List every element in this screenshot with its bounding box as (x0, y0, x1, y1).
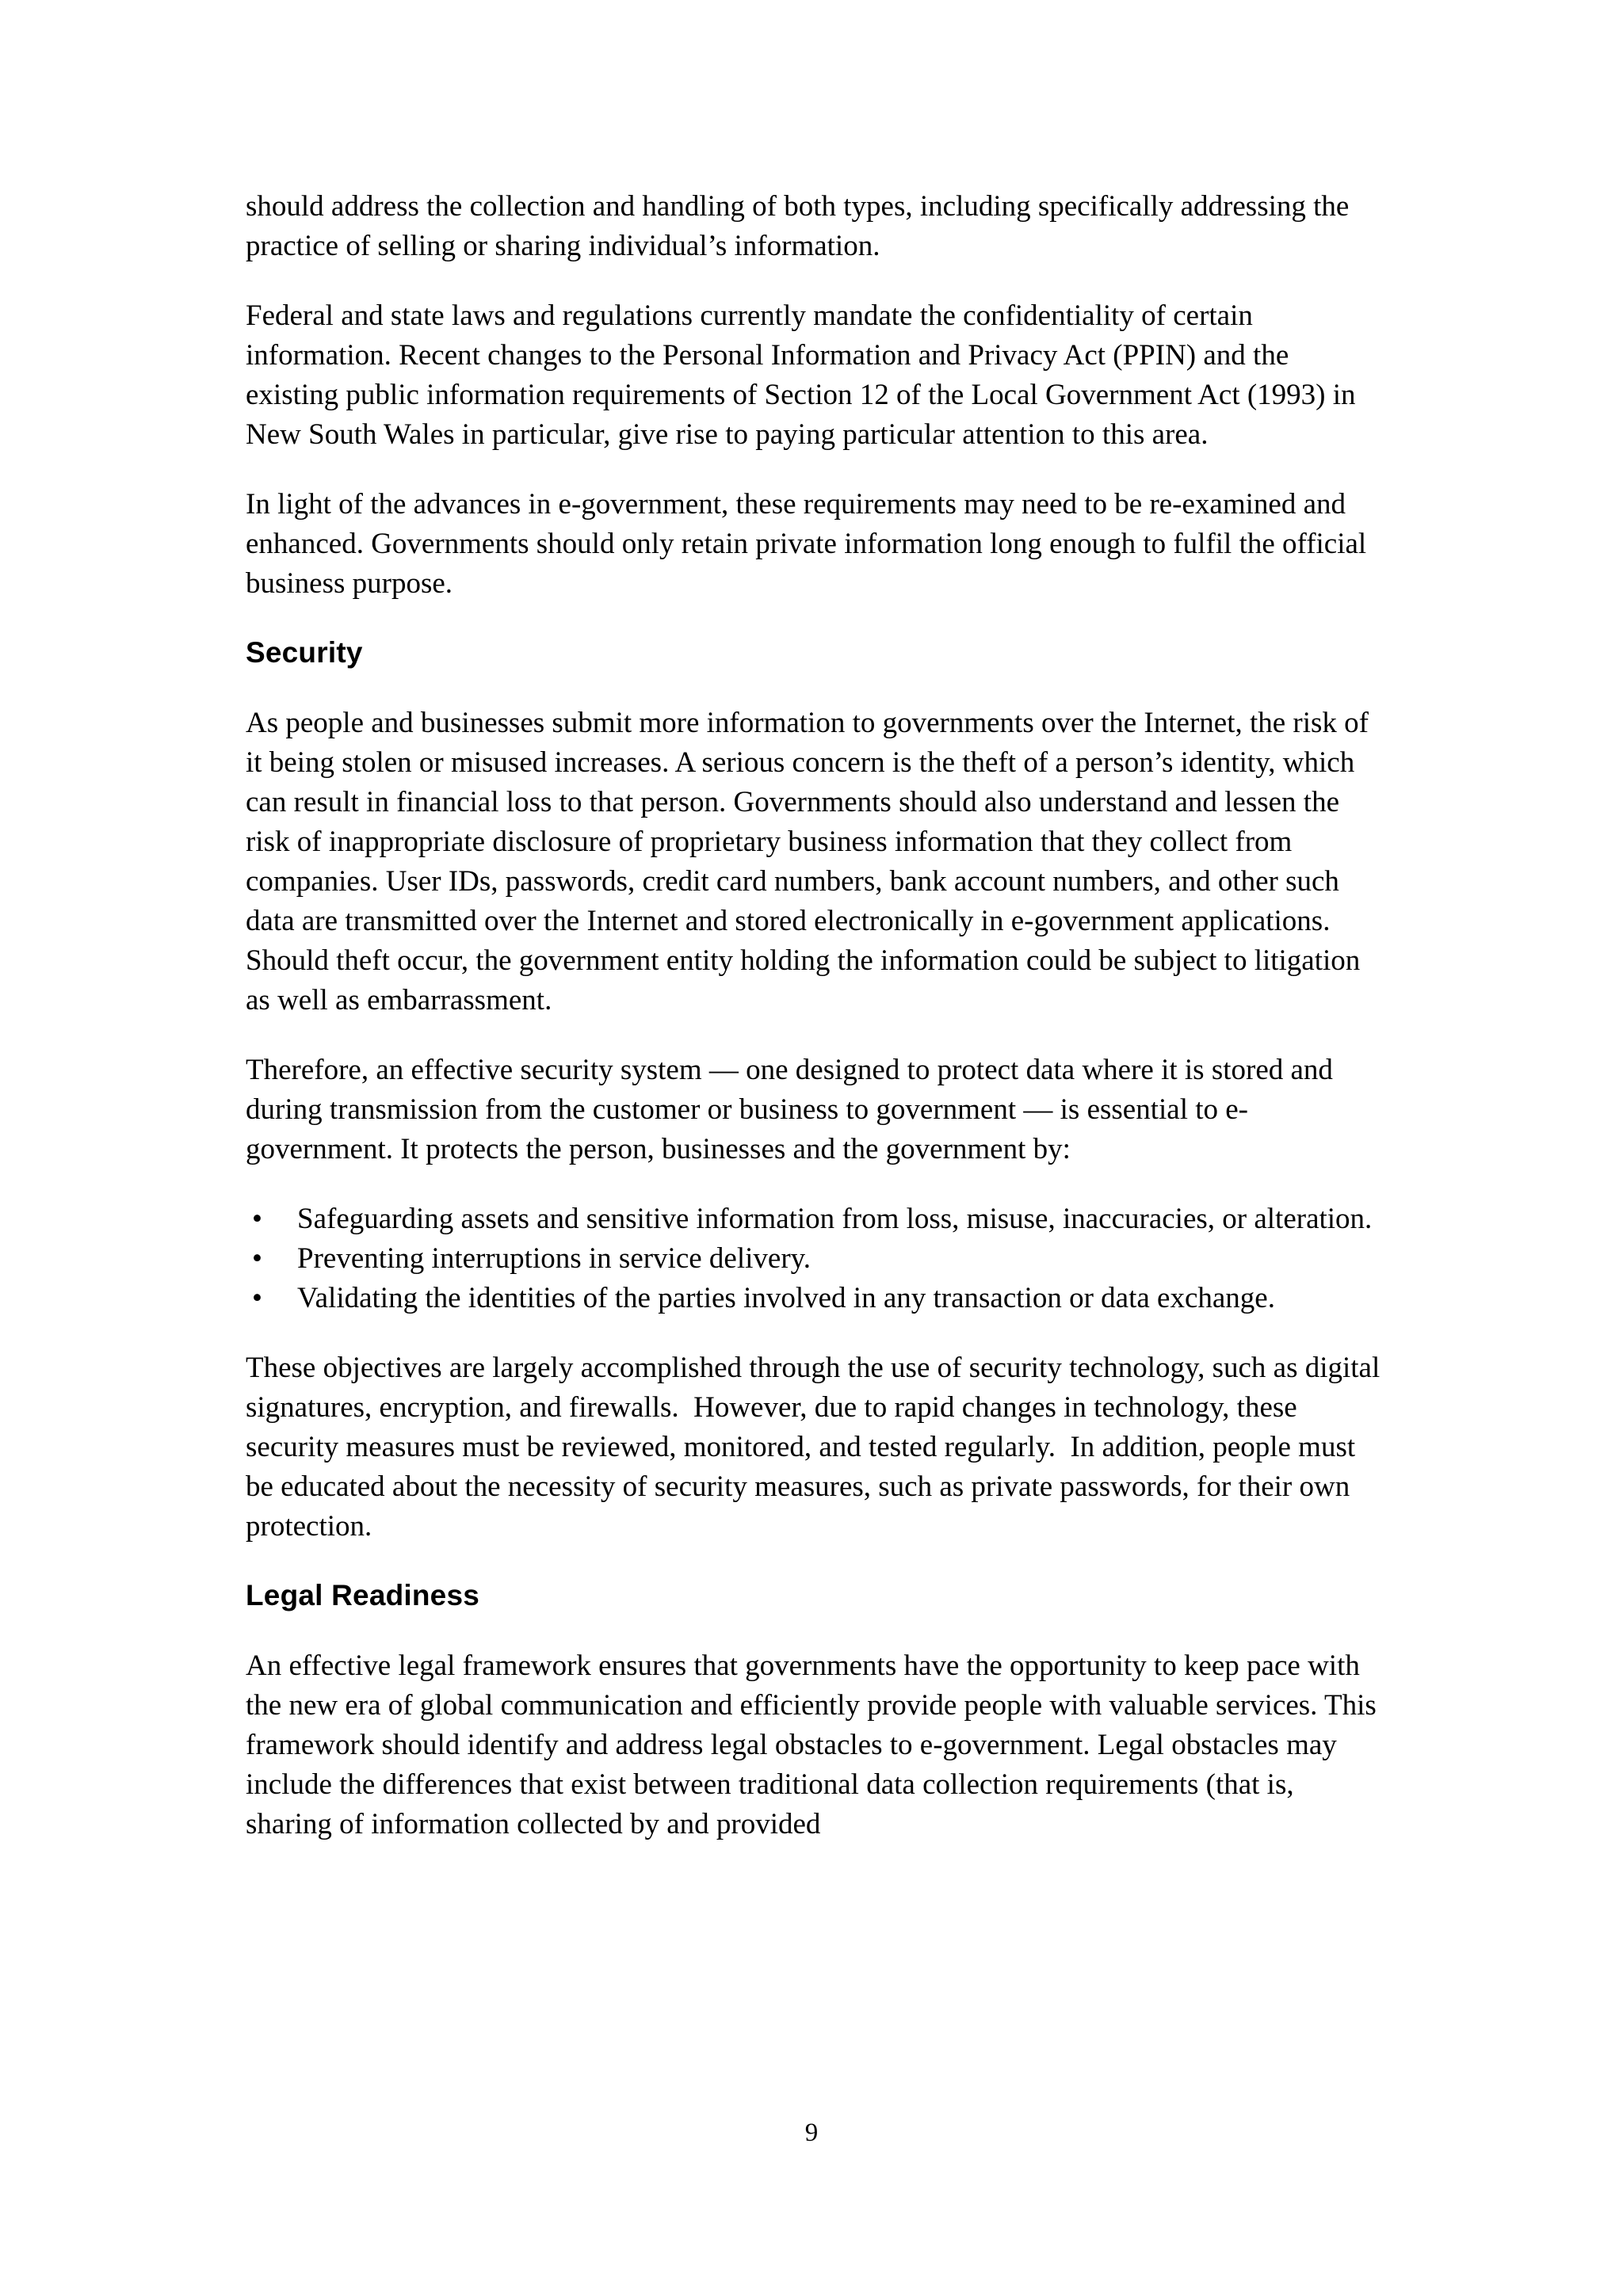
bullet-icon: • (252, 1242, 262, 1275)
list-item (246, 1279, 1381, 1318)
page-content (246, 187, 1388, 1844)
bullet-icon: • (252, 1282, 262, 1314)
paragraph-effective-security-system: Therefore, an effective security system — one designed to protect data where it is stored and during transmission from the customer or business to government — is essential to e-government. It protects the person, businesses and the government by: (246, 1054, 1341, 1165)
page-number: 9 (804, 2119, 819, 2147)
security-objectives-list (246, 1199, 1381, 1318)
paragraph-federal-laws: Federal and state laws and regulations currently mandate the confidentiality of certain information. Recent changes to the Personal Information and Privacy Act (PPIN) and the existing public information requirements of Section 12 of the Local Government Act (1993) in New South Wales in particular, give rise to paying particular attention to this area. (246, 299, 1363, 451)
list-item (246, 1199, 1381, 1239)
paragraph-objectives-technology: These objectives are largely accomplished through the use of security technology, such as digital signatures, encryption, and firewalls. However, due to rapid changes in technology, these security measures must be reviewed, monitored, and tested regularly. In addition, people must be educated about the necessity of security measures, such as private passwords, for their own protection. (246, 1352, 1388, 1543)
list-item-label: Safeguarding assets and sensitive information from loss, misuse, inaccuracies, or alteration. (297, 1203, 1373, 1235)
section-heading-legal-readiness: Legal Readiness (246, 1579, 480, 1611)
list-item (246, 1239, 1381, 1279)
paragraph-legal-framework: An effective legal framework ensures that governments have the opportunity to keep pace with the new era of global communication and efficiently provide people with valuable services. This framework should identify and address legal obstacles to e-government. Legal obstacles may include the differences that exist between traditional data collection requirements (that is, sharing of information collected by and provided (246, 1650, 1384, 1840)
paragraph-security-intro: As people and businesses submit more information to governments over the Internet, the risk of it being stolen or misused increases. A serious concern is the theft of a person’s identity, which can result in financial loss to that person. Governments should also understand and lessen the risk of inappropriate disclosure of proprietary business information that they collect from companies. User IDs, passwords, credit card numbers, bank account numbers, and other such data are transmitted over the Internet and stored electronically in e-government applications. Should theft occur, the government entity holding the information could be subject to litigation as well as embarrassment. (246, 707, 1377, 1016)
paragraph-egovernment-advances: In light of the advances in e-government, these requirements may need to be re-examined and enhanced. Governments should only retain private information long enough to fulfil the official business purpose. (246, 488, 1374, 600)
section-heading-security: Security (246, 636, 363, 669)
list-item-label: Validating the identities of the parties involved in any transaction or data exchange. (297, 1282, 1275, 1314)
paragraph-continuation: should address the collection and handling of both types, including specifically addressing the practice of selling or sharing individual’s information. (246, 190, 1357, 262)
bullet-icon: • (252, 1203, 262, 1235)
list-item-label: Preventing interruptions in service delivery. (297, 1242, 812, 1275)
